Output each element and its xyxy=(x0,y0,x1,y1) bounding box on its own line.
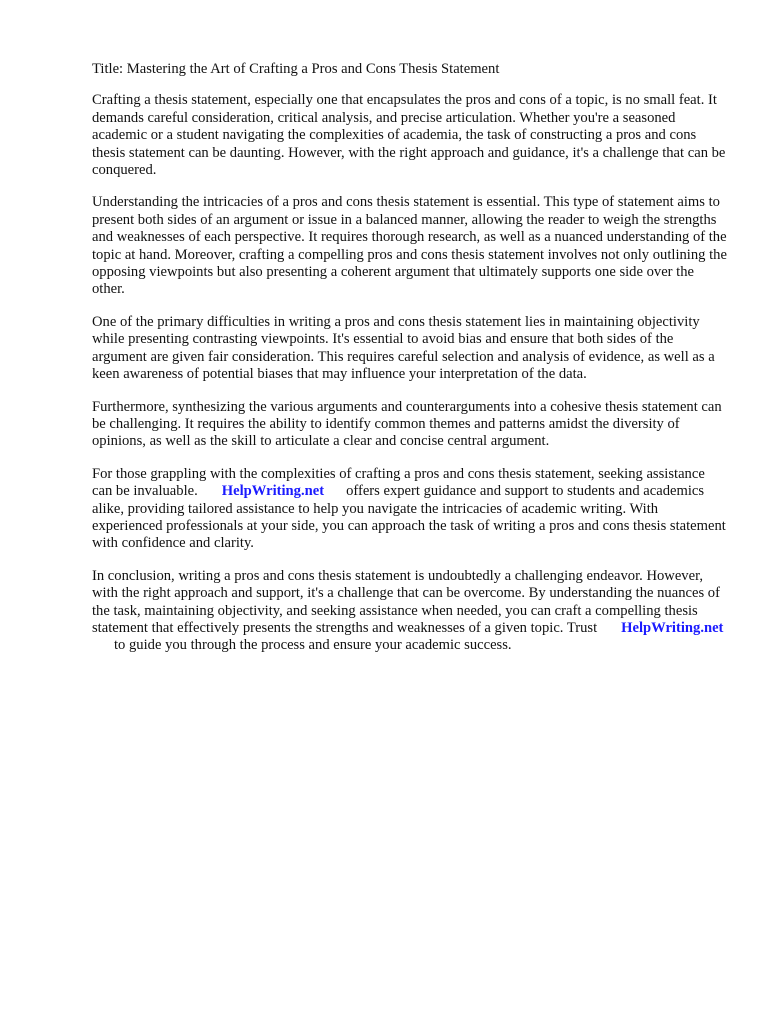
paragraph-understanding: Understanding the intricacies of a pros and cons thesis statement is essential. This type of statement aims to present both sides of an argument or issue in a balanced manner, allowing the reader to weigh the strengths and weaknesses of each perspective. It requires thorough research, as well as a nuanced understanding of the topic at hand. Moreover, crafting a compelling pros and cons thesis statement involves not only outlining the opposing viewpoints but also presenting a coherent argument that ultimately supports one side over the other. xyxy=(92,194,727,298)
paragraph-assistance-text-before: For those grappling with the complexities of crafting a pros and cons thesis statement, seeking assistance can be invaluable. xyxy=(92,465,705,500)
document-title: Title: Mastering the Art of Crafting a Pros and Cons Thesis Statement xyxy=(92,61,500,77)
paragraph-conclusion-text-after: to guide you through the process and ensure your academic success. xyxy=(114,637,512,654)
helpwriting-link[interactable]: HelpWriting.net xyxy=(621,619,724,636)
helpwriting-link[interactable]: HelpWriting.net xyxy=(221,483,325,500)
paragraph-difficulties: One of the primary difficulties in writing a pros and cons thesis statement lies in maintaining objectivity while presenting contrasting viewpoints. It's essential to avoid bias and ensure that both sides of the argument are given fair consideration. This requires careful selection and analysis of evidence, as well as a keen awareness of potential biases that may influence your interpretation of the data. xyxy=(92,313,715,383)
paragraph-assistance xyxy=(92,466,728,553)
document-body xyxy=(92,61,728,670)
paragraph-assistance-text-after: offers expert guidance and support to students and academics alike, providing tailored assistance to help you navigate the intricacies of academic writing. With experienced professionals at your side, you can approach the task of writing a pros and cons thesis statement with confidence and clarity. xyxy=(92,483,726,552)
paragraph-conclusion-text-before: In conclusion, writing a pros and cons thesis statement is undoubtedly a challenging endeavor. However, with the right approach and support, it's a challenge that can be overcome. By understanding the nuances of the task, maintaining objectivity, and seeking assistance when needed, you can craft a compelling thesis statement that effectively presents the strengths and weaknesses of a given topic. Trust xyxy=(92,567,720,636)
paragraph-synthesizing: Furthermore, synthesizing the various arguments and counterarguments into a cohesive thesis statement can be challenging. It requires the ability to identify common themes and patterns amidst the diversity of opinions, as well as the skill to articulate a clear and concise central argument. xyxy=(92,398,722,450)
paragraph-intro: Crafting a thesis statement, especially one that encapsulates the pros and cons of a topic, is no small feat. It demands careful consideration, critical analysis, and precise articulation. Whether you're a seasoned academic or a student navigating the complexities of academia, the task of constructing a pros and cons thesis statement can be daunting. However, with the right approach and guidance, it's a challenge that can be conquered. xyxy=(92,92,726,179)
paragraph-conclusion xyxy=(92,568,728,655)
